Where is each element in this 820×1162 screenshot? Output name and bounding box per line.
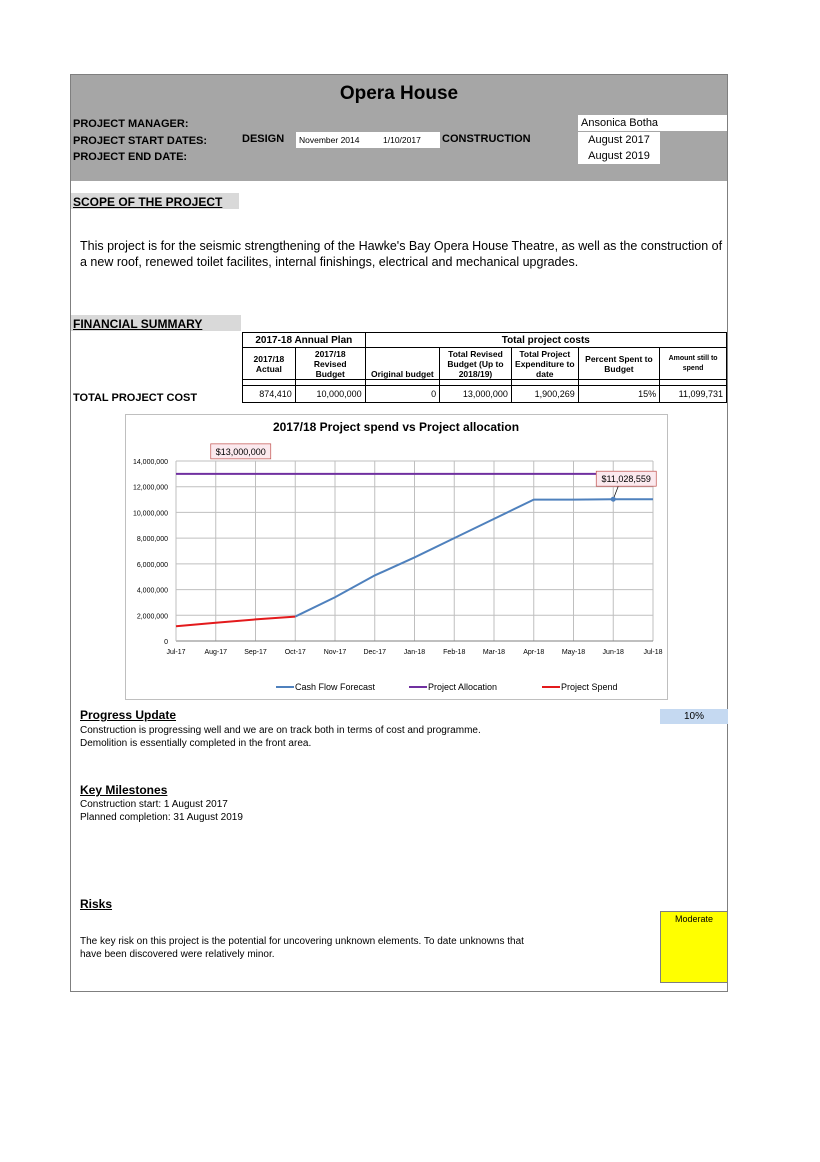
value-revised-budget: 10,000,000 (295, 386, 365, 403)
y-tick-label: 6,000,000 (136, 561, 168, 569)
progress-line-1: Construction is progressing well and we are on track both in terms of cost and programme. (80, 725, 481, 736)
design-start: November 2014 (299, 135, 360, 145)
value-actual: 874,410 (243, 386, 296, 403)
x-tick-label: Aug-17 (204, 649, 228, 656)
financial-heading: FINANCIAL SUMMARY (73, 317, 203, 331)
y-tick-label: 10,000,000 (132, 510, 168, 518)
risks-line-2: have been discovered were relatively minor. (80, 949, 275, 960)
x-tick-label: Apr-18 (523, 649, 545, 656)
risks-heading: Risks (80, 897, 113, 911)
annotation-label: $13,000,000 (215, 446, 266, 457)
construction-label: CONSTRUCTION (442, 133, 531, 145)
col-revised-budget: 2017/18 Revised Budget (295, 348, 365, 380)
x-tick-label: Oct-17 (284, 649, 306, 656)
value-expenditure-to-date: 1,900,269 (511, 386, 578, 403)
milestone-line-1: Construction start: 1 August 2017 (80, 799, 228, 810)
col-amount-to-spend: Amount still to spend (660, 348, 727, 380)
series-line-cash-flow-forecast (295, 499, 653, 616)
progress-line-2: Demolition is essentially completed in the front area. (80, 738, 312, 749)
value-amount-to-spend: 11,099,731 (660, 386, 727, 403)
design-end: 1/10/2017 (383, 135, 421, 145)
x-tick-label: Jan-18 (403, 649, 426, 656)
annual-plan-header: 2017-18 Annual Plan (243, 333, 366, 348)
col-actual: 2017/18 Actual (243, 348, 296, 380)
design-dates (296, 132, 440, 148)
x-tick-label: May-18 (561, 649, 586, 656)
col-total-revised-budget: Total Revised Budget (Up to 2018/19) (440, 348, 512, 380)
design-label: DESIGN (242, 133, 285, 145)
col-original-budget: Original budget (365, 348, 440, 380)
start-dates-label: PROJECT START DATES: (73, 135, 208, 147)
x-tick-label: Dec-17 (363, 649, 387, 656)
chart-title: 2017/18 Project spend vs Project allocation (272, 420, 520, 434)
series-line-project-spend (176, 617, 295, 627)
report-sheet (70, 74, 728, 992)
x-tick-label: Jul-17 (166, 649, 186, 656)
y-tick-label: 14,000,000 (132, 459, 168, 466)
financial-table (242, 332, 727, 403)
end-date-label: PROJECT END DATE: (73, 151, 188, 163)
y-tick-label: 2,000,000 (136, 613, 168, 621)
annotation-point (611, 497, 616, 502)
legend-label-cash-flow-forecast: Cash Flow Forecast (295, 682, 376, 692)
report-header (71, 75, 727, 181)
progress-heading: Progress Update (80, 708, 177, 722)
milestones-heading: Key Milestones (80, 783, 168, 797)
milestone-line-2: Planned completion: 31 August 2019 (80, 812, 243, 823)
col-expenditure-to-date: Total Project Expenditure to date (511, 348, 578, 380)
project-end-date: August 2019 (578, 148, 660, 164)
risks-line-1: The key risk on this project is the potential for uncovering unknown elements. To date unknowns that (80, 936, 524, 947)
value-percent-spent: 15% (578, 386, 659, 403)
y-tick-label: 0 (164, 639, 168, 646)
line-chart (126, 415, 667, 699)
scope-heading: SCOPE OF THE PROJECT (73, 195, 223, 209)
scope-text: This project is for the seismic strengthening of the Hawke's Bay Opera House Theatre, as well as the construction of a new roof, renewed toilet facilites, internal finishings, electrical and mechanical upgrades. (80, 239, 723, 269)
legend-label-project-allocation: Project Allocation (428, 682, 498, 692)
y-tick-label: 12,000,000 (132, 484, 168, 492)
x-tick-label: Sep-17 (244, 649, 267, 656)
risk-rating-badge: Moderate (660, 911, 728, 983)
legend-label-project-spend: Project Spend (561, 682, 618, 692)
total-project-cost-label: TOTAL PROJECT COST (73, 392, 198, 404)
total-costs-header: Total project costs (365, 333, 726, 348)
page-title: Opera House (339, 83, 459, 104)
y-tick-label: 4,000,000 (136, 587, 168, 595)
col-percent-spent: Percent Spent to Budget (578, 348, 659, 380)
x-tick-label: Jun-18 (602, 649, 624, 656)
annotation-label: $11,028,559 (601, 474, 651, 485)
construction-start: August 2017 (578, 132, 660, 148)
progress-percent: 10% (660, 709, 728, 724)
x-tick-label: Feb-18 (443, 649, 466, 656)
value-total-revised-budget: 13,000,000 (440, 386, 512, 403)
x-tick-label: Nov-17 (323, 649, 347, 656)
chart-container (125, 414, 668, 700)
x-tick-label: Jul-18 (643, 649, 663, 656)
value-original-budget: 0 (365, 386, 440, 403)
manager-value: Ansonica Botha (578, 115, 727, 131)
x-tick-label: Mar-18 (482, 649, 506, 656)
y-tick-label: 8,000,000 (136, 536, 168, 544)
manager-label: PROJECT MANAGER: (73, 118, 189, 130)
